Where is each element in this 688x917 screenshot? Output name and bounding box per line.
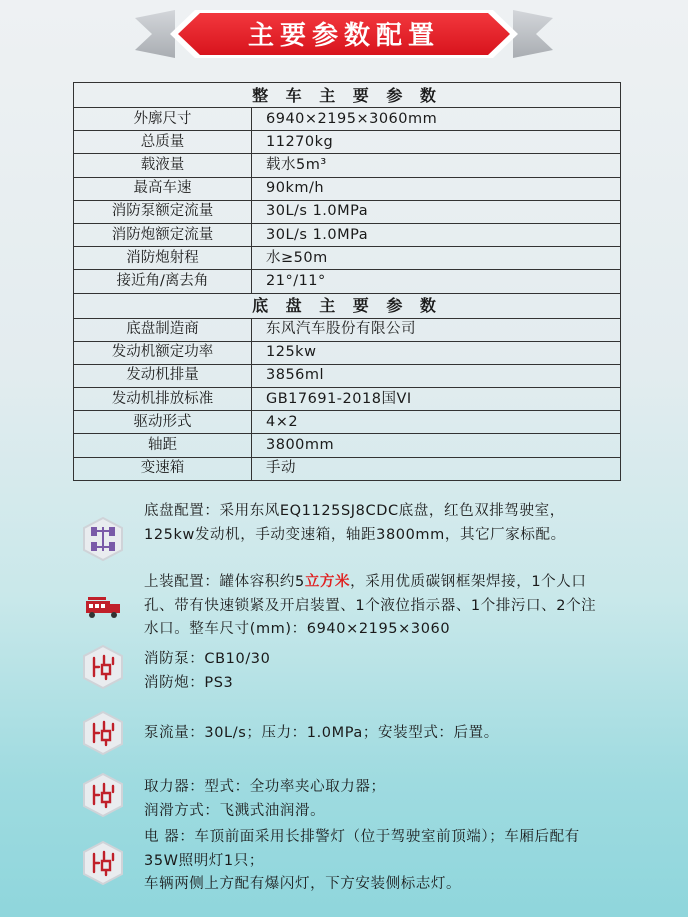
param-value: 21°/11°: [252, 270, 621, 293]
param-value: 3856ml: [252, 364, 621, 387]
table-section-row: [74, 293, 621, 318]
connector-icon: [80, 772, 126, 818]
feature-body-highlight: 立方米: [304, 574, 351, 590]
table-row: [74, 223, 621, 246]
table-row: [74, 200, 621, 223]
feature-pto-line2: 润滑方式：飞溅式油润滑。: [144, 802, 326, 819]
feature-pump-line2: 消防炮：PS3: [144, 674, 234, 691]
param-value: 4×2: [252, 411, 621, 434]
table-row: [74, 154, 621, 177]
param-label: 外廓尺寸: [74, 108, 252, 131]
param-label: 总质量: [74, 131, 252, 154]
section-title: 整 车 主 要 参 数: [74, 83, 621, 108]
table-row: [74, 177, 621, 200]
param-value: 东风汽车股份有限公司: [252, 318, 621, 341]
param-label: 消防炮额定流量: [74, 223, 252, 246]
table-row: [74, 131, 621, 154]
param-label: 轴距: [74, 434, 252, 457]
connector-icon: [80, 710, 126, 756]
feature-chassis-text: 底盘配置：采用东风EQ1125SJ8CDC底盘，红色双排驾驶室，125kw发动机，手动变速箱，轴距3800mm，其它厂家标配。: [144, 503, 566, 543]
header-banner: [0, 0, 688, 72]
param-label: 底盘制造商: [74, 318, 252, 341]
param-value: 125kw: [252, 341, 621, 364]
feature-body-text-a: 上装配置：罐体容积约5: [144, 574, 305, 590]
param-label: 载液量: [74, 154, 252, 177]
table-row: [74, 270, 621, 293]
table-row: [74, 388, 621, 411]
connector-icon: [80, 644, 126, 690]
param-value: 30L/s 1.0MPa: [252, 223, 621, 246]
table-row: [74, 318, 621, 341]
feature-pump-line1: 消防泵：CB10/30: [144, 651, 271, 667]
param-label: 发动机排量: [74, 364, 252, 387]
page-title: 主要参数配置: [247, 21, 440, 51]
param-value: 30L/s 1.0MPa: [252, 200, 621, 223]
chassis-axle-icon: [80, 516, 126, 562]
param-value: 手动: [252, 457, 621, 480]
fire-truck-icon: [80, 583, 126, 629]
param-value: 3800mm: [252, 434, 621, 457]
param-value: 载水5m³: [252, 154, 621, 177]
param-label: 发动机排放标准: [74, 388, 252, 411]
table-row: [74, 457, 621, 480]
param-label: 消防泵额定流量: [74, 200, 252, 223]
param-label: 驱动形式: [74, 411, 252, 434]
feature-pump-text: [144, 648, 604, 695]
param-value: 水≥50m: [252, 247, 621, 270]
table-section-row: [74, 83, 621, 108]
table-row: [74, 364, 621, 387]
param-value: GB17691-2018国VI: [252, 388, 621, 411]
feature-electric-line2: 车辆两侧上方配有爆闪灯，下方安装侧标志灯。: [144, 876, 462, 892]
feature-body-text-b: ，采用优质碳钢框架焊接，1个人口孔、带有快速锁紧及开启装置、1个液位指示器、1个排污口、2个注水口。整车尺寸(mm)：6940×2195×3060: [144, 574, 597, 637]
feature-electric-text: [144, 826, 614, 897]
feature-flow-text: 泵流量：30L/s；压力：1.0MPa；安装型式：后置。: [144, 725, 499, 741]
param-label: 最高车速: [74, 177, 252, 200]
connector-icon: [80, 840, 126, 886]
feature-body-text: [144, 571, 604, 642]
table-row: [74, 247, 621, 270]
feature-electric-line1: 电 器：车顶前面采用长排警灯（位于驾驶室前顶端）；车厢后配有35W照明灯1只；: [144, 829, 580, 869]
section-title: 底 盘 主 要 参 数: [74, 293, 621, 318]
param-label: 消防炮射程: [74, 247, 252, 270]
param-value: 90km/h: [252, 177, 621, 200]
table-row: [74, 341, 621, 364]
spec-table: [73, 82, 621, 481]
param-value: 11270kg: [252, 131, 621, 154]
param-value: 6940×2195×3060mm: [252, 108, 621, 131]
feature-pto-text: [144, 776, 604, 823]
param-label: 接近角/离去角: [74, 270, 252, 293]
table-row: [74, 434, 621, 457]
table-row: [74, 108, 621, 131]
table-row: [74, 411, 621, 434]
param-label: 发动机额定功率: [74, 341, 252, 364]
param-label: 变速箱: [74, 457, 252, 480]
feature-pto-line1: 取力器：型式：全功率夹心取力器；: [144, 779, 386, 795]
